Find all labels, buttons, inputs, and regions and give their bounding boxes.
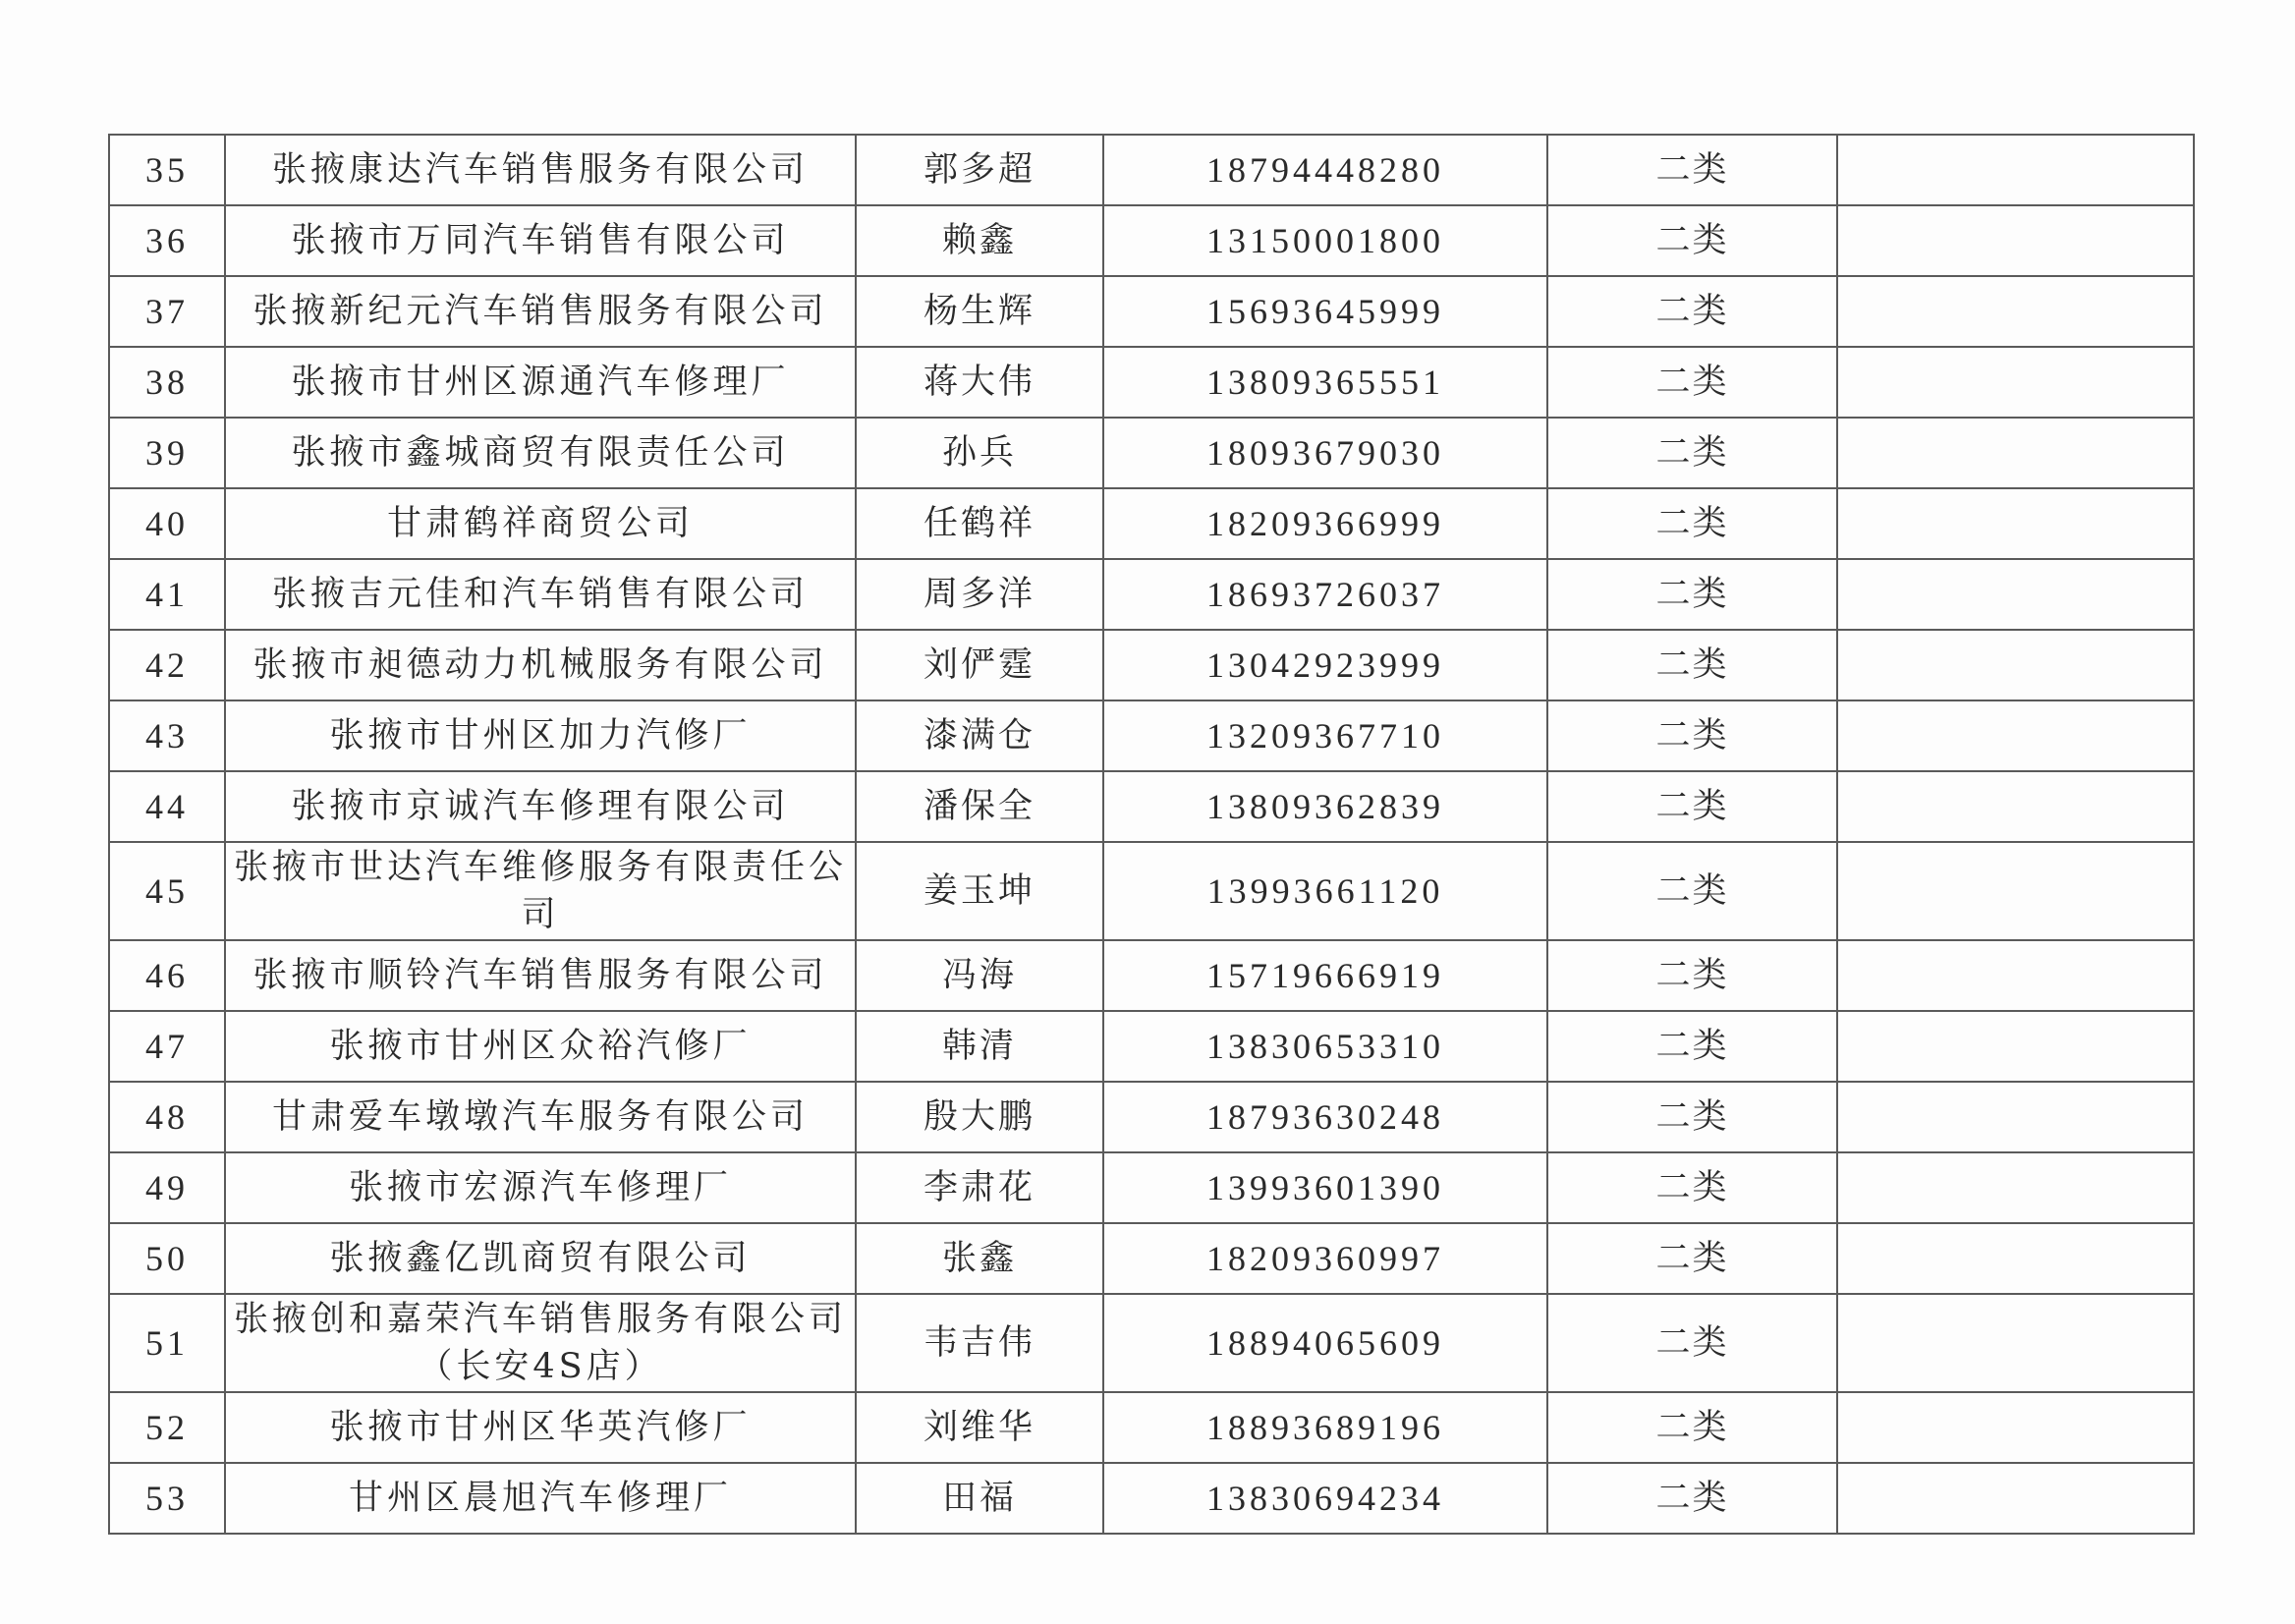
contact-person: 赖鑫 [856,205,1103,276]
row-number: 50 [109,1223,225,1294]
row-number: 43 [109,700,225,771]
row-number: 45 [109,842,225,940]
row-number: 49 [109,1152,225,1223]
table-row [109,488,2194,559]
remark-cell [1837,630,2194,700]
phone-number: 13830653310 [1103,1011,1547,1082]
row-number: 51 [109,1294,225,1392]
category-label: 二类 [1547,488,1837,559]
table-row [109,418,2194,488]
row-number: 36 [109,205,225,276]
category-label: 二类 [1547,205,1837,276]
company-name: 甘肃爱车墩墩汽车服务有限公司 [225,1082,856,1152]
company-name: 张掖市顺铃汽车销售服务有限公司 [225,940,856,1011]
category-label: 二类 [1547,276,1837,347]
table-row [109,559,2194,630]
company-name: 张掖市昶德动力机械服务有限公司 [225,630,856,700]
remark-cell [1837,1463,2194,1534]
phone-number: 18793630248 [1103,1082,1547,1152]
phone-number: 13809362839 [1103,771,1547,842]
contact-person: 姜玉坤 [856,842,1103,940]
category-label: 二类 [1547,135,1837,205]
contact-person: 刘俨霆 [856,630,1103,700]
contact-person: 郭多超 [856,135,1103,205]
phone-number: 13042923999 [1103,630,1547,700]
contact-person: 田福 [856,1463,1103,1534]
table-row [109,1011,2194,1082]
phone-number: 18893689196 [1103,1392,1547,1463]
contact-person: 周多洋 [856,559,1103,630]
remark-cell [1837,700,2194,771]
contact-person: 刘维华 [856,1392,1103,1463]
contact-person: 杨生辉 [856,276,1103,347]
company-name: 张掖康达汽车销售服务有限公司 [225,135,856,205]
contact-person: 任鹤祥 [856,488,1103,559]
category-label: 二类 [1547,418,1837,488]
row-number: 40 [109,488,225,559]
company-name: 张掖市甘州区源通汽车修理厂 [225,347,856,418]
category-label: 二类 [1547,1392,1837,1463]
phone-number: 15719666919 [1103,940,1547,1011]
category-label: 二类 [1547,1082,1837,1152]
row-number: 38 [109,347,225,418]
remark-cell [1837,842,2194,940]
contact-person: 李肃花 [856,1152,1103,1223]
category-label: 二类 [1547,1011,1837,1082]
company-name: 张掖市万同汽车销售有限公司 [225,205,856,276]
table-row [109,700,2194,771]
row-number: 42 [109,630,225,700]
table-row [109,205,2194,276]
phone-number: 13150001800 [1103,205,1547,276]
contact-person: 漆满仓 [856,700,1103,771]
phone-number: 18794448280 [1103,135,1547,205]
remark-cell [1837,1082,2194,1152]
phone-number: 13993601390 [1103,1152,1547,1223]
company-name: 甘州区晨旭汽车修理厂 [225,1463,856,1534]
remark-cell [1837,1152,2194,1223]
category-label: 二类 [1547,1223,1837,1294]
row-number: 41 [109,559,225,630]
remark-cell [1837,347,2194,418]
table-row [109,940,2194,1011]
row-number: 39 [109,418,225,488]
company-name: 张掖市甘州区众裕汽修厂 [225,1011,856,1082]
company-name: 张掖市甘州区加力汽修厂 [225,700,856,771]
company-name: 甘肃鹤祥商贸公司 [225,488,856,559]
table-row [109,1223,2194,1294]
remark-cell [1837,276,2194,347]
company-name: 张掖市鑫城商贸有限责任公司 [225,418,856,488]
phone-number: 15693645999 [1103,276,1547,347]
table-row [109,135,2194,205]
phone-number: 13209367710 [1103,700,1547,771]
remark-cell [1837,940,2194,1011]
category-label: 二类 [1547,1294,1837,1392]
company-name: 张掖吉元佳和汽车销售有限公司 [225,559,856,630]
category-label: 二类 [1547,842,1837,940]
remark-cell [1837,771,2194,842]
phone-number: 18894065609 [1103,1294,1547,1392]
table-row [109,842,2194,940]
table-row [109,1463,2194,1534]
row-number: 37 [109,276,225,347]
remark-cell [1837,559,2194,630]
table-row [109,1082,2194,1152]
category-label: 二类 [1547,940,1837,1011]
contact-person: 蒋大伟 [856,347,1103,418]
company-name: 张掖鑫亿凯商贸有限公司 [225,1223,856,1294]
table-row [109,276,2194,347]
contact-person: 张鑫 [856,1223,1103,1294]
row-number: 47 [109,1011,225,1082]
phone-number: 13993661120 [1103,842,1547,940]
remark-cell [1837,1392,2194,1463]
category-label: 二类 [1547,347,1837,418]
phone-number: 18209360997 [1103,1223,1547,1294]
remark-cell [1837,1294,2194,1392]
row-number: 46 [109,940,225,1011]
category-label: 二类 [1547,559,1837,630]
category-label: 二类 [1547,1152,1837,1223]
table-row [109,630,2194,700]
remark-cell [1837,1223,2194,1294]
contact-person: 孙兵 [856,418,1103,488]
table-body [109,135,2194,1534]
row-number: 52 [109,1392,225,1463]
row-number: 48 [109,1082,225,1152]
contact-person: 韦吉伟 [856,1294,1103,1392]
contact-person: 冯海 [856,940,1103,1011]
remark-cell [1837,205,2194,276]
row-number: 44 [109,771,225,842]
contact-person: 殷大鹏 [856,1082,1103,1152]
company-name: 张掖市宏源汽车修理厂 [225,1152,856,1223]
company-name: 张掖创和嘉荣汽车销售服务有限公司（长安4S店） [225,1294,856,1392]
table-row [109,347,2194,418]
table-row [109,1392,2194,1463]
category-label: 二类 [1547,1463,1837,1534]
category-label: 二类 [1547,630,1837,700]
phone-number: 13809365551 [1103,347,1547,418]
phone-number: 13830694234 [1103,1463,1547,1534]
row-number: 35 [109,135,225,205]
company-name: 张掖市世达汽车维修服务有限责任公司 [225,842,856,940]
phone-number: 18693726037 [1103,559,1547,630]
company-name: 张掖新纪元汽车销售服务有限公司 [225,276,856,347]
remark-cell [1837,488,2194,559]
contact-person: 韩清 [856,1011,1103,1082]
category-label: 二类 [1547,771,1837,842]
remark-cell [1837,1011,2194,1082]
table-row [109,1294,2194,1392]
company-name: 张掖市京诚汽车修理有限公司 [225,771,856,842]
table-row [109,771,2194,842]
remark-cell [1837,135,2194,205]
company-name: 张掖市甘州区华英汽修厂 [225,1392,856,1463]
phone-number: 18209366999 [1103,488,1547,559]
row-number: 53 [109,1463,225,1534]
table-row [109,1152,2194,1223]
contact-person: 潘保全 [856,771,1103,842]
phone-number: 18093679030 [1103,418,1547,488]
enterprise-table [108,134,2195,1535]
category-label: 二类 [1547,700,1837,771]
remark-cell [1837,418,2194,488]
